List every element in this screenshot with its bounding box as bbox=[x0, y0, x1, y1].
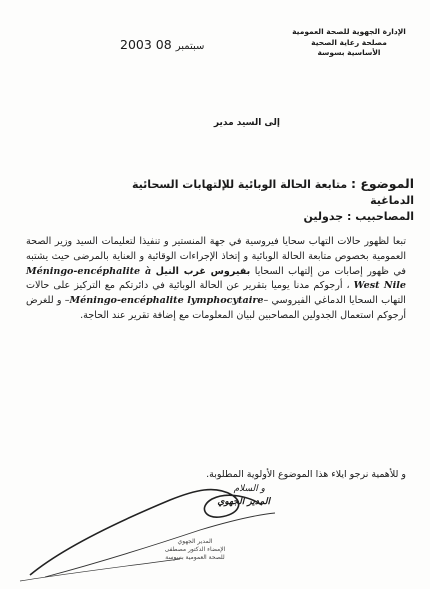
letter-date bbox=[120, 37, 204, 52]
official-stamp bbox=[120, 538, 270, 562]
signer-title: المدير الجهوي bbox=[217, 497, 270, 507]
attachments-text: جدولين bbox=[303, 210, 344, 223]
date-day: 08 bbox=[155, 37, 172, 52]
body-part-3: و للغرض أرجوكم استعمال الجدولين المصاحبين لبيان المعلومات مع إضافة تقرير عند الحاجة. bbox=[26, 295, 406, 321]
body-part-2: ، أرجوكم مدنا يوميا بتقرير عن الحالة الوبائية في دائرتكم مع التركيز على حالات التهاب السحايا الدماغي الفيروسي bbox=[26, 280, 406, 307]
handwritten-signature bbox=[0, 455, 300, 585]
subject-label: الموضوع : bbox=[350, 176, 414, 191]
letterhead-line-2: مصلحة رعاية الصحية bbox=[311, 37, 387, 47]
body-bold-west-nile: بفيروس غرب النيل bbox=[155, 265, 251, 277]
date-year: 2003 bbox=[120, 37, 152, 52]
letterhead-line-1: الإدارة الجهوية للصحة العمومية bbox=[292, 27, 406, 36]
letterhead-line-3: الأساسية بسوسة bbox=[317, 48, 381, 57]
letterhead bbox=[284, 27, 414, 59]
closing-line: و للأهمية نرجو ايلاء هذا الموضوع الأولوية المطلوبة. bbox=[206, 469, 406, 480]
stamp-line-2: الإمضاء الدكتور مصطفى bbox=[164, 546, 226, 553]
body-part-1: تبعا لظهور حالات التهاب سحايا فيروسية في جهة المنستير و تنفيذا لتعليمات السيد وزير الصحة العمومية بخصوص متابعة الحالة الوبائية و إتخاذ الإجراءات الوقائية و العناية بالمرضى حيث يشتبه في ظهور إصابات من إلتهاب السحايا bbox=[26, 236, 406, 277]
addressee: إلى السيد مدير bbox=[213, 118, 280, 128]
salutation: و السلام bbox=[233, 484, 265, 494]
date-month: سبتمبر bbox=[175, 41, 205, 52]
subject-block bbox=[114, 176, 414, 225]
body-latin-west-nile: Méningo-encéphalite à West Nile bbox=[26, 265, 406, 292]
stamp-line-1: المدير الجهوي bbox=[177, 538, 213, 545]
letter-body: تبعا لظهور حالات التهاب سحايا فيروسية في جهة المنستير و تنفيذا لتعليمات السيد وزير الصحة العمومية بخصوص متابعة الحالة الوبائية و إتخاذ الإجراءات الوقائية و العناية بالمرضى حيث يشتبه في ظهور إصابات من إلتهاب السحايا بفيروس غرب النيل Méningo-encéphalite à West Nile ، أرجوكم مدنا يوميا بتقرير عن الحالة الوبائية في دائرتكم مع التركيز على حالات التهاب السحايا الدماغي الفيروسي –Méningo-encéphalite lymphocytaire– و للغرض أرجوكم استعمال الجدولين المصاحبين لبيان المعلومات مع إضافة تقرير عند الحاجة. bbox=[26, 236, 406, 321]
stamp-line-3: للصحة العمومية بسوسة bbox=[165, 554, 225, 561]
subject-text: متابعة الحالة الوبائية للإلتهابات السحائية الدماغية bbox=[132, 178, 414, 207]
attachments-label: المصاحبيب : bbox=[346, 210, 414, 223]
body-latin-lymphocytaire: Méningo-encéphalite lymphocytaire bbox=[69, 295, 264, 307]
